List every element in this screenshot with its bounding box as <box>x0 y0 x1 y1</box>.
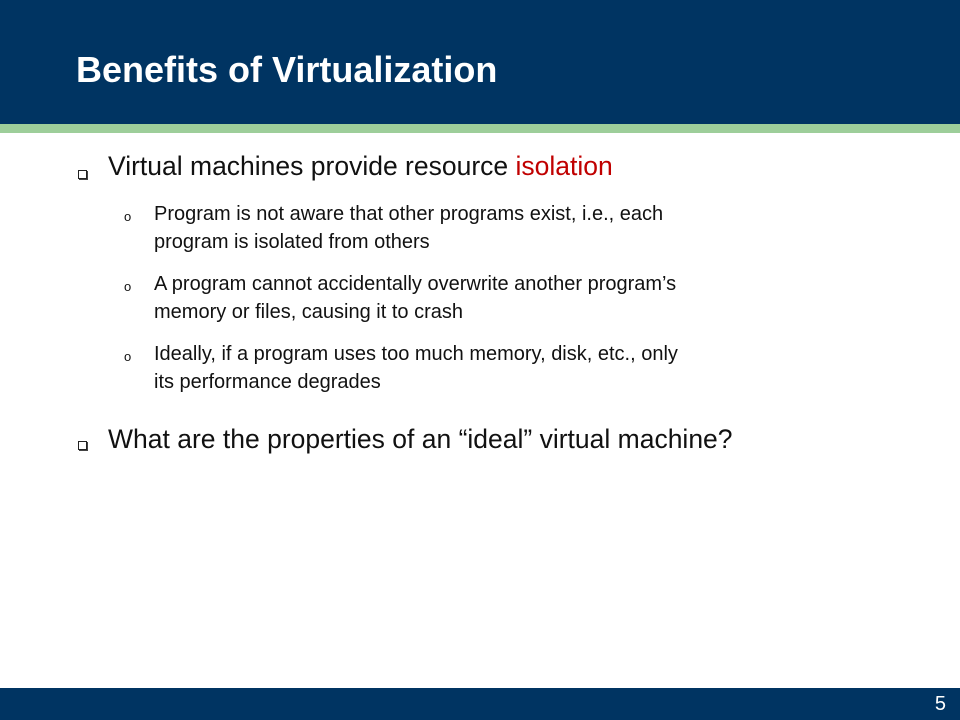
sub-bullet-line: program is isolated from others <box>154 231 430 253</box>
sub-bullet-line: Ideally, if a program uses too much memory, disk, etc., only <box>154 343 678 365</box>
sub-bullet-line: Program is not aware that other programs exist, i.e., each <box>154 203 664 225</box>
sub-bullet-overwrite <box>154 270 854 326</box>
circle-bullet-icon: o <box>124 349 132 364</box>
slide-title: Benefits of Virtualization <box>76 49 498 90</box>
sub-bullet-unaware <box>154 200 854 256</box>
sub-bullet-performance <box>154 340 854 396</box>
bullet-text: Virtual machines provide resource <box>108 151 516 181</box>
sub-bullet-line: A program cannot accidentally overwrite another program’s <box>154 273 677 295</box>
bullet-resource-isolation <box>108 150 613 182</box>
bullet-text: What are the properties of an “ideal” virtual machine? <box>108 424 733 454</box>
footer-bar <box>0 688 960 720</box>
square-bullet-icon <box>78 170 87 179</box>
page-number: 5 <box>934 693 946 715</box>
sub-bullet-line: memory or files, causing it to crash <box>154 301 463 323</box>
circle-bullet-icon: o <box>124 209 132 224</box>
square-bullet-icon <box>78 441 87 450</box>
bullet-ideal-vm <box>108 423 733 455</box>
emphasis-isolation: isolation <box>515 151 613 181</box>
circle-bullet-icon: o <box>124 279 132 294</box>
sub-bullet-line: its performance degrades <box>154 371 381 393</box>
